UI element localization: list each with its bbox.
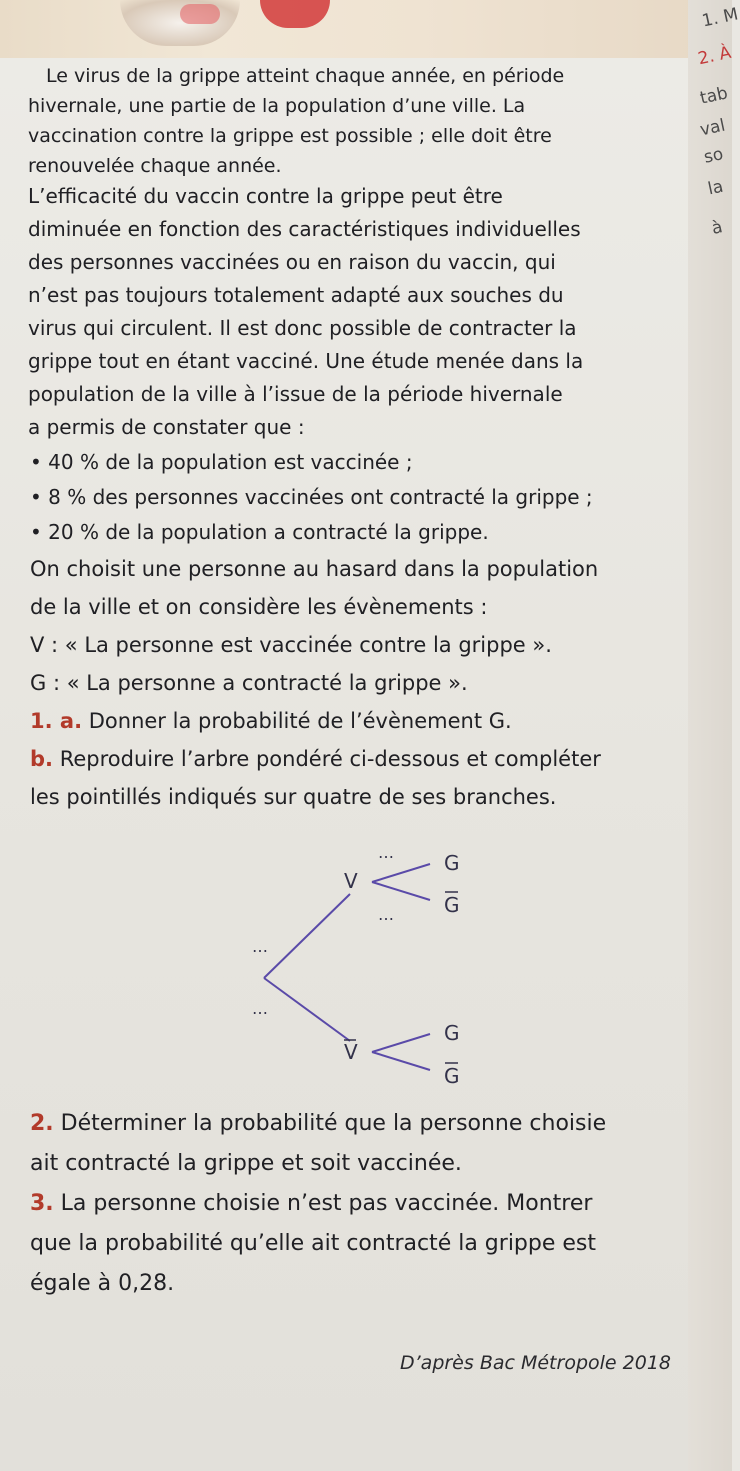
question-3 — [30, 1190, 592, 1218]
branch-vbar-gbar — [372, 1052, 430, 1070]
event-v-definition: V : « La personne est vaccinée contre la grippe ». — [30, 633, 552, 657]
edge-text: 1. M — [700, 4, 740, 32]
question-text: ait contracté la grippe et soit vaccinée. — [30, 1151, 462, 1176]
photo-object — [260, 0, 330, 28]
blank-p-g-given-v: … — [378, 843, 394, 862]
question-1a — [30, 707, 512, 735]
setup-line: de la ville et on considère les évènements : — [30, 595, 488, 619]
edge-text: val — [698, 115, 728, 141]
textbook-page — [0, 58, 688, 1471]
question-number: 3. — [30, 1191, 54, 1216]
node-vbar: V — [344, 1040, 358, 1064]
question-number: 2. — [30, 1111, 54, 1136]
question-number: b. — [30, 747, 54, 771]
paragraph-line: L’efficacité du vaccin contre la grippe peut être — [28, 184, 503, 208]
edge-text: la — [706, 176, 726, 200]
blank-p-v: … — [252, 937, 268, 956]
question-1b — [30, 745, 601, 773]
intro-line: Le virus de la grippe atteint chaque année, en période — [46, 65, 565, 87]
edge-text: so — [702, 144, 726, 168]
node-v: V — [344, 869, 358, 893]
question-text: Déterminer la probabilité que la personne choisie — [60, 1111, 607, 1136]
question-text: que la probabilité qu’elle ait contracté la grippe est — [30, 1231, 597, 1256]
paragraph-line: des personnes vaccinées ou en raison du vaccin, qui — [28, 250, 556, 274]
intro-line: hivernale, une partie de la population d’une ville. La — [28, 95, 526, 117]
branch-vbar-g — [372, 1034, 430, 1052]
blank-p-gbar-given-v: … — [378, 905, 394, 924]
paragraph-line: grippe tout en étant vacciné. Une étude menée dans la — [28, 349, 584, 373]
question-number: 1. a. — [30, 709, 83, 733]
bullet-item: • 8 % des personnes vaccinées ont contracté la grippe ; — [30, 485, 593, 509]
bullet-item: • 40 % de la population est vaccinée ; — [30, 450, 413, 474]
paragraph-line: population de la ville à l’issue de la période hivernale — [28, 382, 563, 406]
paragraph-line: a permis de constater que : — [28, 415, 305, 439]
edge-text: à — [710, 217, 725, 239]
photo-object — [120, 0, 240, 46]
event-g-definition: G : « La personne a contracté la grippe ». — [30, 671, 468, 695]
paragraph-line: virus qui circulent. Il est donc possible de contracter la — [28, 316, 577, 340]
question-text: Reproduire l’arbre pondéré ci-dessous et compléter — [59, 747, 601, 771]
setup-line: On choisit une personne au hasard dans la population — [30, 557, 599, 581]
edge-text: 2. À — [696, 42, 733, 70]
question-text: Donner la probabilité de l’évènement G. — [88, 709, 512, 733]
leaf-g: G — [444, 851, 460, 875]
branch-vbar — [264, 978, 350, 1041]
blank-p-vbar: … — [252, 999, 268, 1018]
branch-v — [264, 894, 350, 978]
question-2 — [30, 1110, 606, 1138]
adjacent-page-edge — [688, 0, 740, 1471]
photo-background — [0, 0, 700, 58]
source-citation: D’après Bac Métropole 2018 — [400, 1352, 671, 1374]
photo-object — [180, 4, 220, 24]
intro-line: vaccination contre la grippe est possible ; elle doit être — [28, 125, 552, 147]
paragraph-line: n’est pas toujours totalement adapté aux souches du — [28, 283, 564, 307]
leaf-g: G — [444, 1021, 460, 1045]
question-text: les pointillés indiqués sur quatre de ses branches. — [30, 785, 557, 809]
leaf-gbar: G — [444, 1064, 460, 1088]
leaf-gbar: G — [444, 893, 460, 917]
edge-text: tab — [698, 83, 730, 109]
bullet-item: • 20 % de la population a contracté la grippe. — [30, 520, 489, 544]
intro-line: renouvelée chaque année. — [28, 155, 282, 177]
branch-v-gbar — [372, 882, 430, 900]
question-text: La personne choisie n’est pas vaccinée. Montrer — [60, 1191, 593, 1216]
question-text: égale à 0,28. — [30, 1271, 175, 1296]
probability-tree — [240, 828, 540, 1098]
paragraph-line: diminuée en fonction des caractéristiques individuelles — [28, 217, 581, 241]
branch-v-g — [372, 864, 430, 882]
